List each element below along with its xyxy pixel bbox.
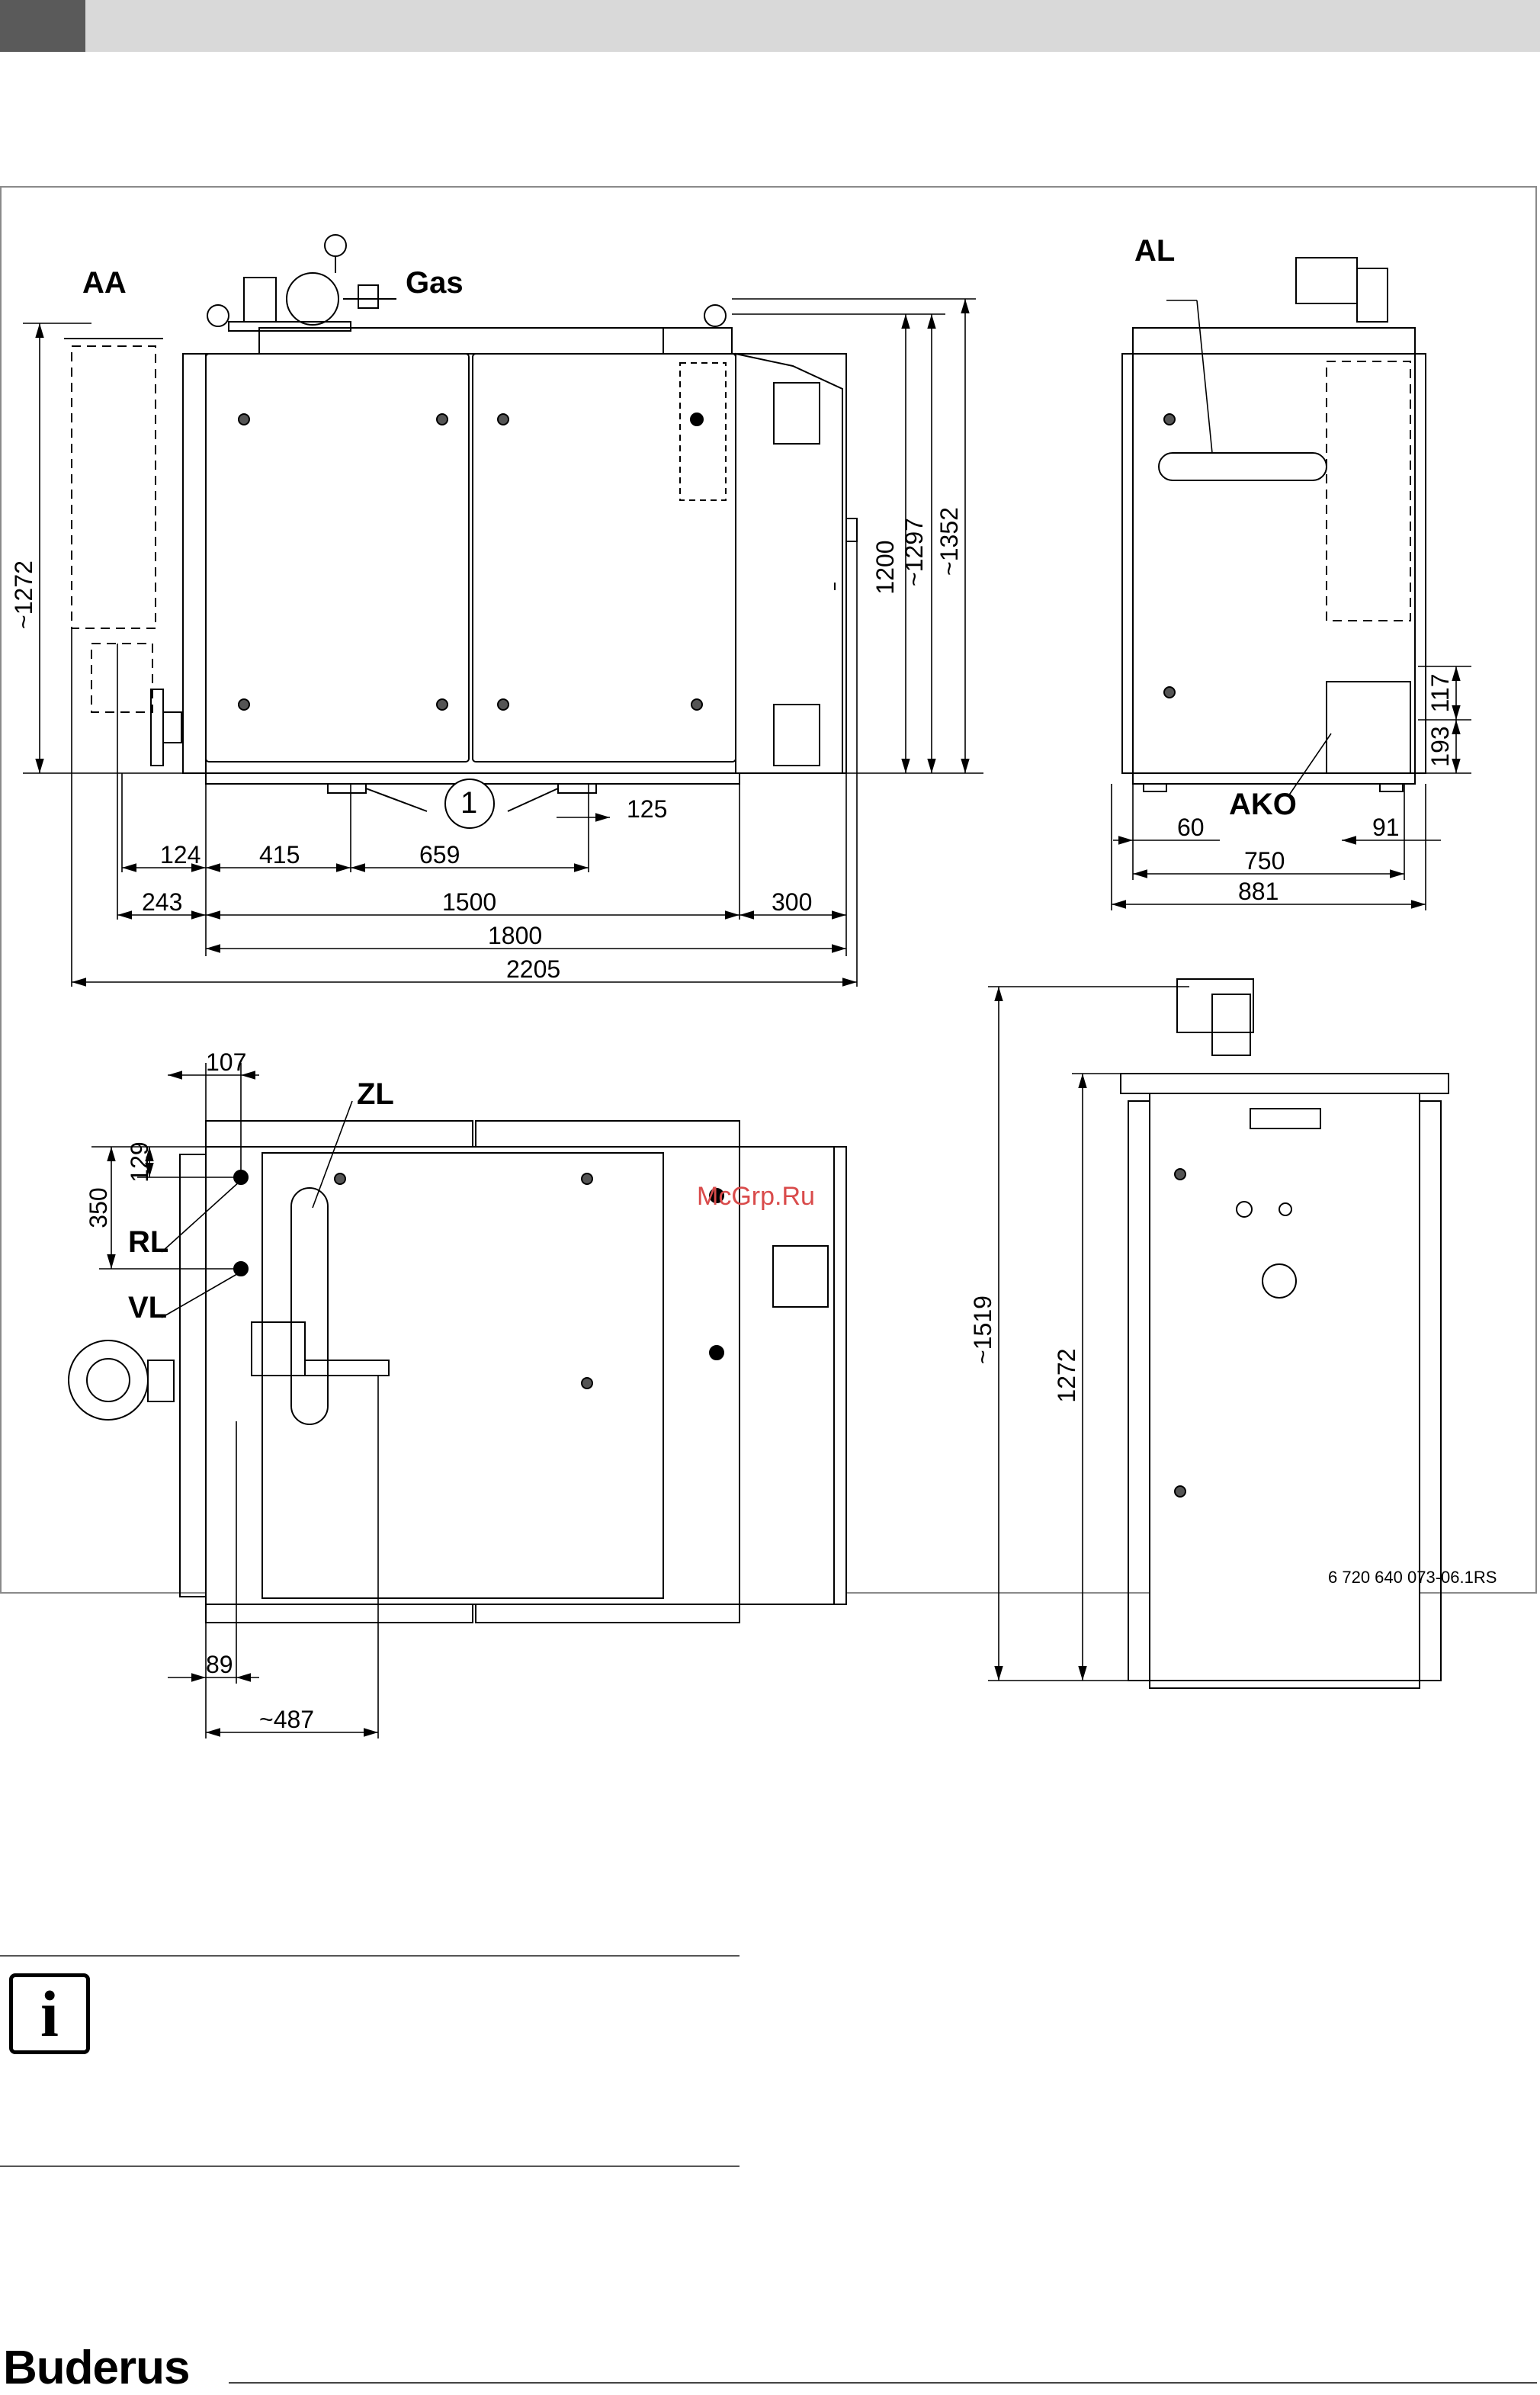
- dim-750: 750: [1244, 847, 1285, 875]
- label-zl: ZL: [357, 1077, 394, 1111]
- dim-415: 415: [259, 841, 300, 868]
- technical-drawing: [0, 186, 1540, 1733]
- header-bar: [0, 0, 1540, 52]
- dim-124: 124: [160, 841, 201, 868]
- dim-1519: ~1519: [969, 1295, 996, 1364]
- document-reference: 6 720 640 073-06.1RS: [1328, 1568, 1497, 1587]
- side-view: [1122, 258, 1426, 791]
- label-vl: VL: [128, 1291, 168, 1324]
- dim-107: 107: [206, 1048, 247, 1076]
- watermark: McGrp.Ru: [697, 1182, 815, 1211]
- dim-1352: ~1352: [935, 507, 963, 576]
- dim-350: 350: [85, 1187, 112, 1228]
- info-icon: i: [9, 1973, 90, 2054]
- label-al: AL: [1134, 234, 1176, 268]
- label-aa: AA: [82, 266, 127, 300]
- dim-1297: ~1297: [900, 518, 928, 586]
- label-rl: RL: [128, 1225, 169, 1259]
- dim-1500: 1500: [442, 888, 497, 916]
- dim-300: 300: [772, 888, 813, 916]
- dim-1800: 1800: [488, 922, 543, 949]
- dim-881: 881: [1238, 878, 1279, 905]
- dim-91: 91: [1372, 814, 1400, 841]
- dim-487: ~487: [259, 1706, 315, 1733]
- callout-1: 1: [460, 786, 478, 820]
- dim-659: 659: [419, 841, 460, 868]
- dim-193: 193: [1426, 726, 1454, 767]
- dim-117: 117: [1426, 673, 1454, 713]
- note-top-rule: [0, 1955, 740, 1957]
- page-tab: [0, 0, 85, 52]
- dim-89: 89: [206, 1651, 233, 1678]
- brand-logo: Buderus: [3, 2342, 190, 2394]
- footer-rule: [229, 2382, 1537, 2384]
- dim-2205: 2205: [506, 955, 561, 983]
- label-gas: Gas: [406, 266, 464, 300]
- dim-60: 60: [1177, 814, 1205, 841]
- dim-1200: 1200: [871, 540, 899, 595]
- dim-125: 125: [627, 795, 668, 823]
- note-bottom-rule: [0, 2165, 740, 2167]
- label-ako: AKO: [1229, 788, 1297, 821]
- dim-1272: ~1272: [10, 560, 37, 629]
- dim-1272b: 1272: [1053, 1348, 1080, 1403]
- dim-243: 243: [142, 888, 183, 916]
- dim-129: 129: [126, 1141, 153, 1183]
- front-view: [64, 235, 857, 828]
